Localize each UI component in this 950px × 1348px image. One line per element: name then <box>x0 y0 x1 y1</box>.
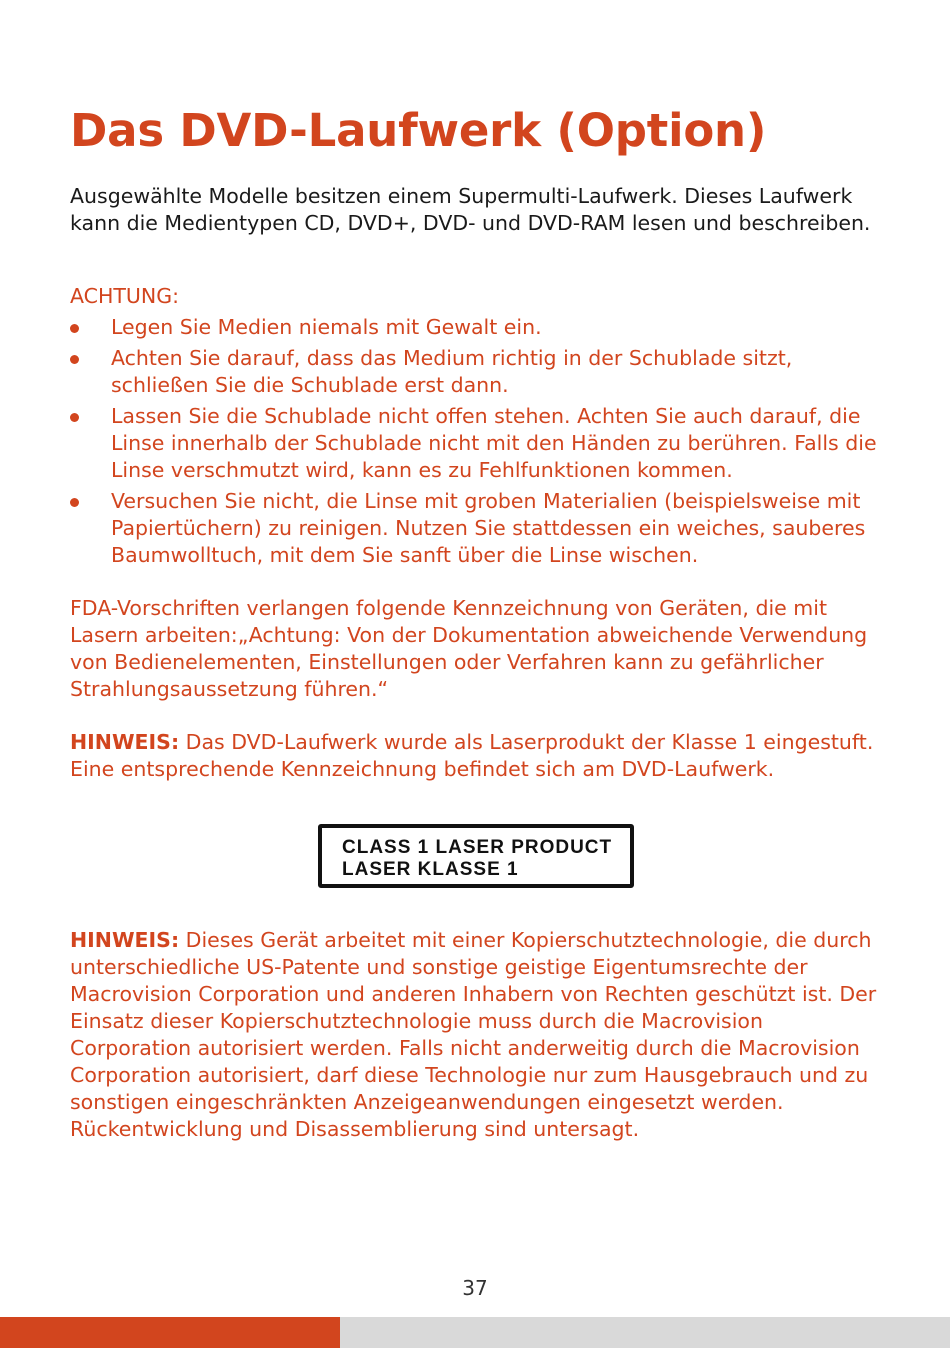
bullet-icon <box>70 355 79 364</box>
intro-paragraph: Ausgewählte Modelle besitzen einem Supermulti-Laufwerk. Dieses Laufwerk kann die Medientypen CD, DVD+, DVD- und DVD-RAM lesen und beschreiben. <box>70 184 871 235</box>
note-text: Das DVD-Laufwerk wurde als Laserprodukt der Klasse 1 eingestuft. Eine entsprechende Kennzeichnung befindet sich am DVD-Laufwerk. <box>70 730 874 781</box>
caution-item-text: Legen Sie Medien niemals mit Gewalt ein. <box>111 315 542 339</box>
caution-item <box>70 345 890 399</box>
laser-label-line: CLASS 1 LASER PRODUCT <box>342 837 613 858</box>
fda-paragraph: FDA-Vorschriften verlangen folgende Kennzeichnung von Geräten, die mit Lasern arbeiten:„Achtung: Von der Dokumentation abweichende Verwendung von Bedienelementen, Einstellungen oder Verfahren kann zu gefährlicher Strahlungsaussetzung führen.“ <box>70 596 868 701</box>
note-label: HINWEIS: <box>70 928 180 952</box>
footer-gray-bar <box>340 1317 950 1348</box>
caution-heading: ACHTUNG: <box>70 284 180 308</box>
laser-label-line: LASER KLASSE 1 <box>342 859 519 880</box>
laser-class-label <box>318 824 634 888</box>
note-laser-class <box>70 729 890 783</box>
page-title: Das DVD-Laufwerk (Option) <box>70 104 767 157</box>
caution-list <box>70 314 890 573</box>
note-label: HINWEIS: <box>70 730 180 754</box>
caution-item-text: Versuchen Sie nicht, die Linse mit groben Materialien (beispielsweise mit Papiertüchern) zu reinigen. Nutzen Sie stattdessen ein weiches, sauberes Baumwolltuch, mit dem Sie sanft über die Linse wischen. <box>111 489 866 567</box>
page-number: 37 <box>462 1276 488 1300</box>
bullet-icon <box>70 413 79 422</box>
caution-item <box>70 403 890 484</box>
bullet-icon <box>70 324 79 333</box>
note-copy-protection <box>70 927 890 1143</box>
footer-accent-bar <box>0 1317 340 1348</box>
note-text: Dieses Gerät arbeitet mit einer Kopierschutztechnologie, die durch unterschiedliche US-Patente und sonstige geistige Eigentumsrechte der Macrovision Corporation und anderen Inhabern von Rechten geschützt ist. Der Einsatz dieser Kopierschutztechnologie muss durch die Macrovision Corporation autorisiert werden. Falls nicht anderweitig durch die Macrovision Corporation autorisiert, darf diese Technologie nur zum Hausgebrauch und zu sonstigen eingeschränkten Anzeigeanwendungen eingesetzt werden. Rückentwicklung und Disassemblierung sind untersagt. <box>70 928 877 1141</box>
caution-item <box>70 488 890 569</box>
bullet-icon <box>70 498 79 507</box>
caution-item <box>70 314 890 341</box>
caution-item-text: Achten Sie darauf, dass das Medium richtig in der Schublade sitzt, schließen Sie die Schublade erst dann. <box>111 346 793 397</box>
caution-item-text: Lassen Sie die Schublade nicht offen stehen. Achten Sie auch darauf, die Linse innerhalb der Schublade nicht mit den Händen zu berühren. Falls die Linse verschmutzt wird, kann es zu Fehlfunktionen kommen. <box>111 404 877 482</box>
